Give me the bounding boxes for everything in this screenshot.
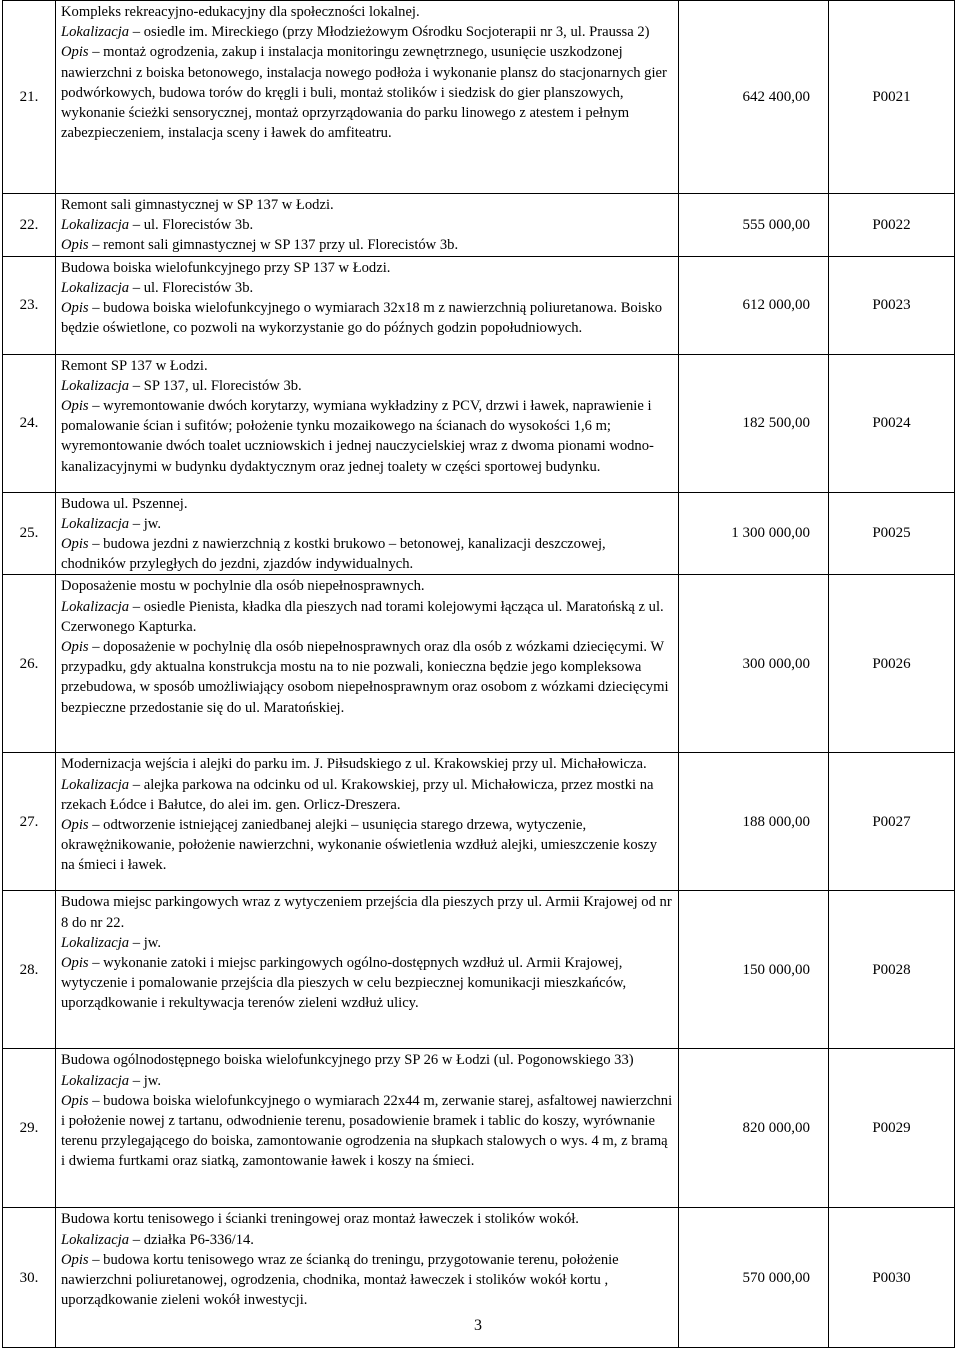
location-text: – osiedle im. Mireckiego (przy Młodzieżowym Ośrodku Socjoterapii nr 3, ul. Praussa 2): [132, 24, 650, 41]
location-label: Lokalizacja: [61, 515, 130, 532]
row-amount: 555 000,00: [679, 194, 829, 257]
row-description: [56, 256, 679, 354]
description-text: – remont sali gimnastycznej w SP 137 przy ul. Florecistów 3b.: [92, 237, 459, 254]
project-title: Budowa ogólnodostępnego boiska wielofunkcyjnego przy SP 26 w Łodzi (ul. Pogonowskiego 33): [61, 1052, 634, 1069]
row-number: 27.: [3, 753, 56, 891]
project-row: [3, 891, 955, 1049]
project-row: [3, 1049, 955, 1208]
location-label: Lokalizacja: [61, 934, 130, 951]
description-label: Opis: [61, 1251, 89, 1268]
projects-table: [2, 0, 955, 1348]
description-text: – wyremontowanie dwóch korytarzy, wymiana wykładziny z PCV, drzwi i ławek, naprawienie i pomalowanie ścian i sufitów; położenie tynku mozaikowego na ścianach do wysokości 1,6 m; wyremontowanie dwóch toalet uczniowskich i jednej nauczycielskiej wraz z dwoma pionami wodno-kanalizacyjnymi w budynku dydaktycznym oraz jednej toalety w części sportowej budynku.: [61, 398, 654, 475]
row-number: 26.: [3, 575, 56, 753]
row-description: [56, 1, 679, 194]
project-row: [3, 354, 955, 492]
description-text: – montaż ogrodzenia, zakup i instalacja monitoringu zewnętrznego, usunięcie uszkodzonej nawierzchni z boiska betonowego, instalacja nowego podłoża i wykonanie plansz do stacjonarnych gier podwórkowych, budowa torów do kręgli i buli, montaż stolików i siedzisk do gier planszowych, wykonanie ścieżki sensorycznej, montaż oprzyrządowania do parku linowego z atestem i pełnym zabezpieczeniem, instalacja sceny i ławek do amfiteatru.: [61, 44, 667, 142]
project-description: [61, 298, 674, 338]
row-description: [56, 753, 679, 891]
project-location: [61, 597, 674, 637]
row-number: 22.: [3, 194, 56, 257]
row-amount: 188 000,00: [679, 753, 829, 891]
project-description: [61, 396, 674, 477]
project-description: [61, 42, 674, 143]
row-code: P0028: [829, 891, 955, 1049]
row-code: P0021: [829, 1, 955, 194]
row-description: [56, 194, 679, 257]
location-label: Lokalizacja: [61, 1231, 130, 1248]
location-label: Lokalizacja: [61, 377, 130, 394]
description-label: Opis: [61, 536, 89, 553]
project-row: [3, 194, 955, 257]
row-description: [56, 354, 679, 492]
project-description: [61, 953, 674, 1014]
project-location: [61, 376, 674, 396]
row-code: P0025: [829, 492, 955, 575]
row-description: [56, 891, 679, 1049]
row-number: 23.: [3, 256, 56, 354]
location-label: Lokalizacja: [61, 598, 130, 615]
row-description: [56, 492, 679, 575]
row-number: 25.: [3, 492, 56, 575]
row-number: 24.: [3, 354, 56, 492]
project-location: [61, 514, 674, 534]
project-description: [61, 235, 674, 255]
row-amount: 150 000,00: [679, 891, 829, 1049]
project-location: [61, 933, 674, 953]
project-row: [3, 1, 955, 194]
description-label: Opis: [61, 398, 89, 415]
row-amount: 1 300 000,00: [679, 492, 829, 575]
project-title: Budowa kortu tenisowego i ścianki treningowej oraz montaż ławeczek i stolików wokół.: [61, 1211, 579, 1228]
location-label: Lokalizacja: [61, 217, 130, 234]
row-code: P0022: [829, 194, 955, 257]
project-title: Doposażenie mostu w pochylnie dla osób niepełnosprawnych.: [61, 578, 425, 595]
location-text: – osiedle Pienista, kładka dla pieszych nad torami kolejowymi łącząca ul. Maratońską z ul. Czerwonego Kapturka.: [61, 598, 664, 635]
row-description: [56, 575, 679, 753]
row-amount: 820 000,00: [679, 1049, 829, 1208]
project-location: [61, 22, 674, 42]
row-code: P0029: [829, 1049, 955, 1208]
description-label: Opis: [61, 44, 89, 61]
description-label: Opis: [61, 237, 89, 254]
location-text: – jw.: [132, 1072, 162, 1089]
project-location: [61, 1230, 674, 1250]
project-row: [3, 492, 955, 575]
row-amount: 182 500,00: [679, 354, 829, 492]
location-label: Lokalizacja: [61, 1072, 130, 1089]
project-title: Budowa ul. Pszennej.: [61, 495, 188, 512]
project-location: [61, 215, 674, 235]
description-text: – budowa boiska wielofunkcyjnego o wymiarach 32x18 m z nawierzchnią poliuretanowa. Boisko będzie oświetlone, co pozwoli na wykorzystanie go do późnych godzin popołudniowych.: [61, 300, 663, 337]
description-text: – wykonanie zatoki i miejsc parkingowych ogólno-dostępnych wzdłuż ul. Armii Krajowej, wytyczenie i pomalowanie przejścia dla pieszych w celu bezpiecznej komunikacji mieszkańców, uporządkowanie i rekultywacja terenów zieleni wzdłuż ulicy.: [61, 955, 627, 1012]
project-title: Budowa boiska wielofunkcyjnego przy SP 137 w Łodzi.: [61, 259, 391, 276]
location-label: Lokalizacja: [61, 776, 130, 793]
project-description: [61, 534, 674, 574]
row-code: P0027: [829, 753, 955, 891]
project-description: [61, 1091, 674, 1172]
project-description: [61, 1250, 674, 1311]
project-description: [61, 815, 674, 876]
row-code: P0030: [829, 1208, 955, 1348]
location-text: – działka P6-336/14.: [132, 1231, 254, 1248]
project-row: [3, 575, 955, 753]
row-code: P0023: [829, 256, 955, 354]
location-text: – ul. Florecistów 3b.: [132, 217, 254, 234]
description-text: – budowa boiska wielofunkcyjnego o wymiarach 22x44 m, zerwanie starej, asfaltowej nawierzchni i położenie nowej z tartanu, odwodnienie terenu, posadowienie bramek i tablic do koszy, wyrównanie terenu przylegającego do boiska, zamontowanie ogrodzenia na słupkach stalowych o wys. 4 m, z bramą i dwiema furtkami oraz siatką, zamontowanie ławek i koszy na śmieci.: [61, 1092, 673, 1170]
project-title: Remont sali gimnastycznej w SP 137 w Łodzi.: [61, 197, 334, 213]
row-amount: 570 000,00: [679, 1208, 829, 1348]
projects-table-body: [3, 1, 955, 1348]
project-description: [61, 637, 674, 718]
location-text: – SP 137, ul. Florecistów 3b.: [132, 377, 302, 394]
row-code: P0026: [829, 575, 955, 753]
description-text: – budowa kortu tenisowego wraz ze ścianką do treningu, przygotowanie terenu, położenie nawierzchni poliuretanowej, ogrodzenia, chodnika, montaż ławeczek i stolików wokół kortu , uporządkowanie zieleni wokół inwestycji.: [61, 1251, 619, 1309]
location-text: – alejka parkowa na odcinku od ul. Krakowskiej, przy ul. Michałowicza, przez mostki na rzekach Łódce i Bałutce, do alei im. gen. Orlicz-Dreszera.: [61, 776, 654, 813]
description-label: Opis: [61, 1092, 89, 1109]
description-text: – doposażenie w pochylnię dla osób niepełnosprawnych oraz dla osób z wózkami dziecięcymi. W przypadku, gdy aktualna konstrukcja mostu na to nie pozwali, konieczna będzie jego kompleksowa przebudowa, w sposób umożliwiający osobom niepełnosprawnym oraz osobom z wózkami dziecięcymi bezpieczne przedostanie się do ul. Maratońskiej.: [61, 639, 669, 716]
row-number: 29.: [3, 1049, 56, 1208]
description-text: – budowa jezdni z nawierzchnią z kostki brukowo – betonowej, kanalizacji deszczowej, chodników przyległych do jezdni, zjazdów indywidualnych.: [61, 536, 606, 573]
description-text: – odtworzenie istniejącej zaniedbanej alejki – usunięcia starego drzewa, wytyczenie, okrawężnikowanie, położenie nawierzchni, wykonanie oświetlenia wzdłuż alejki, umieszczenie koszy na śmieci i ławek.: [61, 817, 658, 874]
row-amount: 642 400,00: [679, 1, 829, 194]
location-text: – ul. Florecistów 3b.: [132, 279, 254, 296]
row-number: 28.: [3, 891, 56, 1049]
project-title: Modernizacja wejścia i alejki do parku im. J. Piłsudskiego z ul. Krakowskiej przy ul. Michałowicza.: [61, 756, 647, 773]
project-title: Kompleks rekreacyjno-edukacyjny dla społeczności lokalnej.: [61, 4, 420, 20]
project-row: [3, 753, 955, 891]
project-title: Budowa miejsc parkingowych wraz z wytyczeniem przejścia dla pieszych przy ul. Armii Krajowej od nr 8 do nr 22.: [61, 894, 672, 931]
location-label: Lokalizacja: [61, 279, 130, 296]
description-label: Opis: [61, 955, 89, 972]
location-label: Lokalizacja: [61, 24, 130, 41]
project-location: [61, 278, 674, 298]
row-amount: 300 000,00: [679, 575, 829, 753]
project-location: [61, 1071, 674, 1091]
description-label: Opis: [61, 817, 89, 834]
row-amount: 612 000,00: [679, 256, 829, 354]
row-code: P0024: [829, 354, 955, 492]
page-number: 3: [474, 1317, 482, 1334]
project-row: [3, 256, 955, 354]
project-location: [61, 775, 674, 815]
row-number: 30.: [3, 1208, 56, 1348]
project-title: Remont SP 137 w Łodzi.: [61, 357, 208, 374]
row-description: [56, 1208, 679, 1348]
description-label: Opis: [61, 639, 89, 656]
row-number: 21.: [3, 1, 56, 194]
description-label: Opis: [61, 300, 89, 317]
location-text: – jw.: [132, 934, 162, 951]
row-description: [56, 1049, 679, 1208]
location-text: – jw.: [132, 515, 162, 532]
